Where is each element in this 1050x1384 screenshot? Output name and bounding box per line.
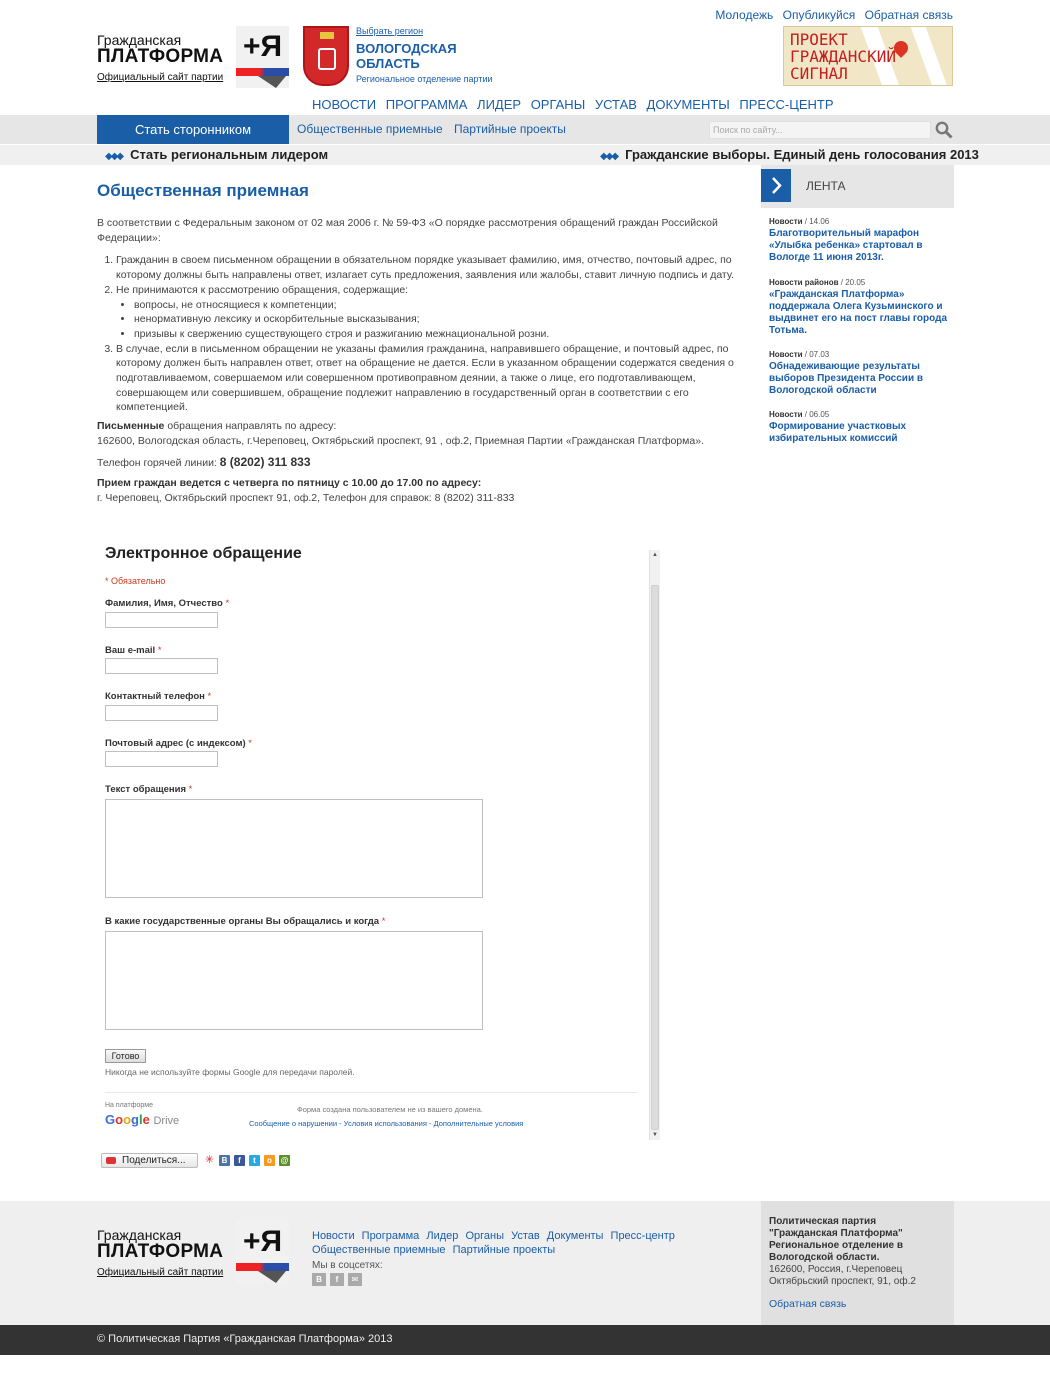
news-category[interactable]: Новости xyxy=(769,217,803,226)
required-mark: * xyxy=(207,691,212,702)
news-meta xyxy=(769,217,954,226)
search-input[interactable]: Поиск по сайту... xyxy=(709,121,931,139)
footer-nav-party-projects[interactable]: Партийные проекты xyxy=(452,1244,556,1256)
phone-input[interactable] xyxy=(105,705,218,721)
feed-label: ЛЕНТА xyxy=(806,179,846,193)
footer-contacts xyxy=(761,1201,954,1325)
news-item xyxy=(769,350,954,397)
nav-news[interactable]: НОВОСТИ xyxy=(312,97,377,112)
rule-item: 1. Гражданин в своем письменном обращении в обязательном порядке указывает фамилию, имя, отчество, почтовый адрес, по которому должны быть направлены ответ, излагает суть предложения, заявления или жалобы, ставит личную подпись и дату. xyxy=(116,253,747,282)
required-note: * Обязательно xyxy=(105,576,166,586)
form-footer-links[interactable]: Сообщение о нарушении - Условия использования - Дополнительные условия xyxy=(249,1119,524,1128)
select-region-link[interactable]: Выбрать регион xyxy=(356,26,424,36)
rule-subitem: • вопросы, не относящиеся к компетенции; xyxy=(134,298,747,313)
nav-leader[interactable]: ЛИДЕР xyxy=(477,97,522,112)
logo-tail xyxy=(258,1271,286,1283)
mail-agent-icon[interactable]: @ xyxy=(280,1156,289,1165)
crown-icon xyxy=(320,32,334,39)
nav-charter[interactable]: УСТАВ xyxy=(594,97,637,112)
intro-text: В соответствии с Федеральным законом от 02 мая 2006 г. № 59-ФЗ «О порядке рассмотрения обращений граждан Российской Федерации»: xyxy=(97,217,718,244)
footer-nav-row xyxy=(312,1243,679,1257)
share-button[interactable] xyxy=(101,1153,198,1168)
hotline-number: 8 (8202) 311 833 xyxy=(219,454,311,469)
news-date: / 14.06 xyxy=(802,217,830,226)
site-logo[interactable] xyxy=(97,26,292,88)
platform-label: На платформе xyxy=(105,1102,153,1109)
hotline-label: Телефон горячей линии: xyxy=(97,456,220,469)
news-date: / 06.05 xyxy=(802,410,830,419)
field-label-full-name xyxy=(105,598,229,609)
region-subtitle: Региональное отделение партии xyxy=(356,74,493,84)
logo-stripe xyxy=(236,68,289,76)
footer-nav-row xyxy=(312,1229,679,1243)
scroll-up-icon[interactable]: ▲ xyxy=(652,552,658,558)
rule-item-text: Не принимаются к рассмотрению обращения, содержащие: xyxy=(116,283,409,296)
vk-icon[interactable]: В xyxy=(219,1155,230,1166)
government-bodies-textarea[interactable] xyxy=(105,931,483,1030)
top-link-publish[interactable]: Опубликуйся xyxy=(782,8,856,22)
drive-label: Drive xyxy=(153,1115,180,1127)
written-text: обращения направлять по адресу: xyxy=(164,420,337,433)
logo-subtitle-link[interactable]: Официальный сайт партии xyxy=(97,1267,224,1278)
field-label-text: Текст обращения xyxy=(105,784,186,795)
nav-organs[interactable]: ОРГАНЫ xyxy=(530,97,586,112)
field-label-appeal-text xyxy=(105,784,192,795)
news-feed-header[interactable] xyxy=(761,165,954,208)
odnoklassniki-icon[interactable]: o xyxy=(264,1155,275,1166)
footer-nav-news[interactable]: Новости xyxy=(312,1230,355,1242)
required-mark: * xyxy=(225,598,230,609)
coat-of-arms-icon xyxy=(303,26,349,86)
banner-line: ГРАЖДАНСКИЙ xyxy=(790,47,896,66)
emblem-figure xyxy=(318,48,336,70)
rule-item: 3. В случае, если в письменном обращении не указаны фамилия гражданина, направившего обращение, и почтовый адрес, по которому должен быть направлен ответ, ответ на обращение не дается. Если в указанном обращении содержатся сведения о подготавливаемом, совершаемом или совершенном противоправном деянии, а также о лице, его подготавливающем, совершающем или совершившем, обращение подлежит направлению в государственный орган в соответствии с его компетенцией. xyxy=(116,342,747,416)
footer-nav xyxy=(312,1229,679,1257)
subnav-party-projects[interactable]: Партийные проекты xyxy=(453,122,566,136)
news-category[interactable]: Новости xyxy=(769,350,803,359)
map-road xyxy=(909,26,953,86)
top-links xyxy=(709,8,953,22)
become-supporter-button[interactable]: Стать сторонником xyxy=(97,115,289,144)
rules-list xyxy=(116,253,747,415)
footer-nav-organs[interactable]: Органы xyxy=(465,1230,504,1242)
logo-line2: ПЛАТФОРМА xyxy=(97,46,224,67)
facebook-icon[interactable]: f xyxy=(330,1273,344,1286)
org-name: Политическая партия "Гражданская Платформа" Региональное отделение в Вологодской области. xyxy=(769,1216,903,1263)
full-name-input[interactable] xyxy=(105,612,218,628)
main-nav xyxy=(312,97,840,112)
twitter-icon[interactable]: t xyxy=(249,1155,260,1166)
scroll-down-icon[interactable]: ▼ xyxy=(652,1132,658,1138)
logo-line2: ПЛАТФОРМА xyxy=(97,1241,224,1262)
news-meta xyxy=(769,350,954,359)
required-mark: * xyxy=(248,738,252,749)
footer-nav-press-center[interactable]: Пресс-центр xyxy=(610,1230,675,1242)
written-address-block xyxy=(97,419,747,434)
rule-subitem: • ненормативную лексику и оскорбительные высказывания; xyxy=(134,312,747,327)
submit-button[interactable]: Готово xyxy=(105,1049,146,1063)
logo-tail xyxy=(258,76,286,88)
nav-documents[interactable]: ДОКУМЕНТЫ xyxy=(646,97,730,112)
news-item xyxy=(769,278,954,337)
reception-address: г. Череповец, Октябрьский проспект 91, оф.2, Телефон для справок: 8 (8202) 311-833 xyxy=(97,491,515,504)
sub-nav xyxy=(297,122,574,136)
logo-line1: Гражданская xyxy=(97,1227,182,1243)
rule-subitem: • призывы к свержению существующего строя и разжиганию межнациональной розни. xyxy=(134,327,747,342)
footer-nav-documents[interactable]: Документы xyxy=(546,1230,604,1242)
field-label-email xyxy=(105,645,162,656)
postal-address-input[interactable] xyxy=(105,751,218,767)
logo-mark xyxy=(236,26,289,88)
email-input[interactable] xyxy=(105,658,218,674)
news-item xyxy=(769,410,954,445)
form-divider xyxy=(105,1092,637,1093)
double-chevron-icon: ◆◆◆ xyxy=(105,151,123,162)
logo-mark-text: +Я xyxy=(242,30,283,63)
rule-sublist xyxy=(134,298,747,342)
reception-hours-text: Прием граждан ведется с четверга по пятницу с 10.00 до 17.00 по адресу: xyxy=(97,477,482,490)
field-label-phone xyxy=(105,691,211,702)
logo-line1: Гражданская xyxy=(97,32,182,48)
footer-nav-program[interactable]: Программа xyxy=(361,1230,420,1242)
logo-mark-text: +Я xyxy=(242,1225,283,1258)
form-title: Электронное обращение xyxy=(105,545,302,562)
news-date: / 20.05 xyxy=(838,278,866,287)
org-address: 162600, Россия, г.Череповец Октябрьский проспект, 91, оф.2 xyxy=(769,1264,916,1287)
field-label-government-bodies xyxy=(105,916,385,927)
footer-logo[interactable] xyxy=(97,1221,292,1283)
rule-item xyxy=(116,283,747,342)
share-label: Поделиться... xyxy=(122,1155,186,1166)
promo-civic-elections[interactable] xyxy=(600,147,979,162)
promo-text: Гражданские выборы. Единый день голосования 2013 xyxy=(625,147,979,162)
news-date: / 07.03 xyxy=(802,350,830,359)
banner-line: СИГНАЛ xyxy=(790,64,848,83)
password-warning: Никогда не используйте формы Google для передачи паролей. xyxy=(105,1067,355,1077)
subnav-public-receptions[interactable]: Общественные приемные xyxy=(297,122,443,136)
region-name[interactable]: ВОЛОГОДСКАЯ ОБЛАСТЬ xyxy=(356,41,457,71)
mail-icon[interactable]: ✉ xyxy=(348,1273,362,1286)
promo-regional-leader[interactable] xyxy=(105,147,328,162)
feedback-link[interactable]: Обратная связь xyxy=(769,1298,847,1310)
nav-program[interactable]: ПРОГРАММА xyxy=(385,97,468,112)
written-label: Письменные xyxy=(97,420,165,433)
field-label-text: Контактный телефон xyxy=(105,691,205,702)
written-address: 162600, Вологодская область, г.Череповец, Октябрьский проспект, 91 , оф.2, Приемная Партии «Гражданская Платформа». xyxy=(97,434,704,447)
appeal-text-textarea[interactable] xyxy=(105,799,483,898)
footer-nav-leader[interactable]: Лидер xyxy=(426,1230,459,1242)
electronic-appeal-form xyxy=(97,545,660,1140)
news-title-link[interactable]: Обнадеживающие результаты выборов Президента России в Вологодской области xyxy=(769,361,924,396)
news-item xyxy=(769,217,954,264)
article-body xyxy=(97,216,747,506)
news-category[interactable]: Новости районов xyxy=(769,278,839,287)
news-title-link[interactable]: «Гражданская Платформа» поддержала Олега Кузьминского и выдвинет его на пост главы города Тотьма. xyxy=(769,289,948,336)
top-link-youth[interactable]: Молодежь xyxy=(715,8,774,22)
hotline xyxy=(97,455,747,471)
news-meta xyxy=(769,410,954,419)
field-label-text: Почтовый адрес (с индексом) xyxy=(105,738,246,749)
form-created-note: Форма создана пользователем не из вашего домена. xyxy=(297,1105,483,1114)
news-category[interactable]: Новости xyxy=(769,410,803,419)
double-chevron-icon: ◆◆◆ xyxy=(600,151,618,162)
top-link-feedback[interactable]: Обратная связь xyxy=(864,8,953,22)
logo-subtitle-link[interactable]: Официальный сайт партии xyxy=(97,72,224,83)
field-label-text: В какие государственные органы Вы обращались и когда xyxy=(105,916,380,927)
google-drive-logo[interactable]: Google Drive xyxy=(105,1112,180,1127)
footer-nav-charter[interactable]: Устав xyxy=(511,1230,540,1242)
news-title-link[interactable]: Формирование участковых избирательных комиссий xyxy=(769,421,907,444)
required-mark: * xyxy=(381,916,386,927)
copyright: © Политическая Партия «Гражданская Платформа» 2013 xyxy=(0,1325,1050,1355)
news-title-link[interactable]: Благотворительный марафон «Улыбка ребенка» стартовал в Вологде 11 июня 2013г. xyxy=(769,228,923,263)
scrollbar-thumb[interactable] xyxy=(651,585,659,1130)
news-meta xyxy=(769,278,954,287)
logo-stripe xyxy=(236,1263,289,1271)
reception-hours xyxy=(97,476,747,491)
share-icon xyxy=(106,1157,116,1164)
page-title: Общественная приемная xyxy=(97,181,309,200)
social-label: Мы в соцсетях: xyxy=(312,1260,383,1271)
nav-press-center[interactable]: ПРЕСС-ЦЕНТР xyxy=(739,97,834,112)
civic-signal-banner[interactable] xyxy=(783,26,953,86)
field-label-text: Ваш e-mail xyxy=(105,645,156,656)
banner-line: ПРОЕКТ xyxy=(790,30,848,49)
required-mark: * xyxy=(157,645,162,656)
logo-mark xyxy=(236,1221,289,1283)
person-icon[interactable]: ✳ xyxy=(204,1154,215,1166)
field-label-text: Фамилия, Имя, Отчество xyxy=(105,598,223,609)
facebook-icon[interactable]: f xyxy=(234,1155,245,1166)
form-scrollbar[interactable] xyxy=(649,550,660,1140)
footer-social xyxy=(312,1260,383,1284)
footer-nav-public-receptions[interactable]: Общественные приемные xyxy=(312,1244,446,1256)
vk-icon[interactable]: В xyxy=(312,1273,326,1286)
chevron-right-icon[interactable] xyxy=(761,169,791,202)
search-icon[interactable] xyxy=(935,121,953,139)
required-mark: * xyxy=(188,784,193,795)
promo-text: Стать региональным лидером xyxy=(130,147,329,162)
field-label-postal-address xyxy=(105,738,252,749)
banner-text xyxy=(790,31,896,82)
